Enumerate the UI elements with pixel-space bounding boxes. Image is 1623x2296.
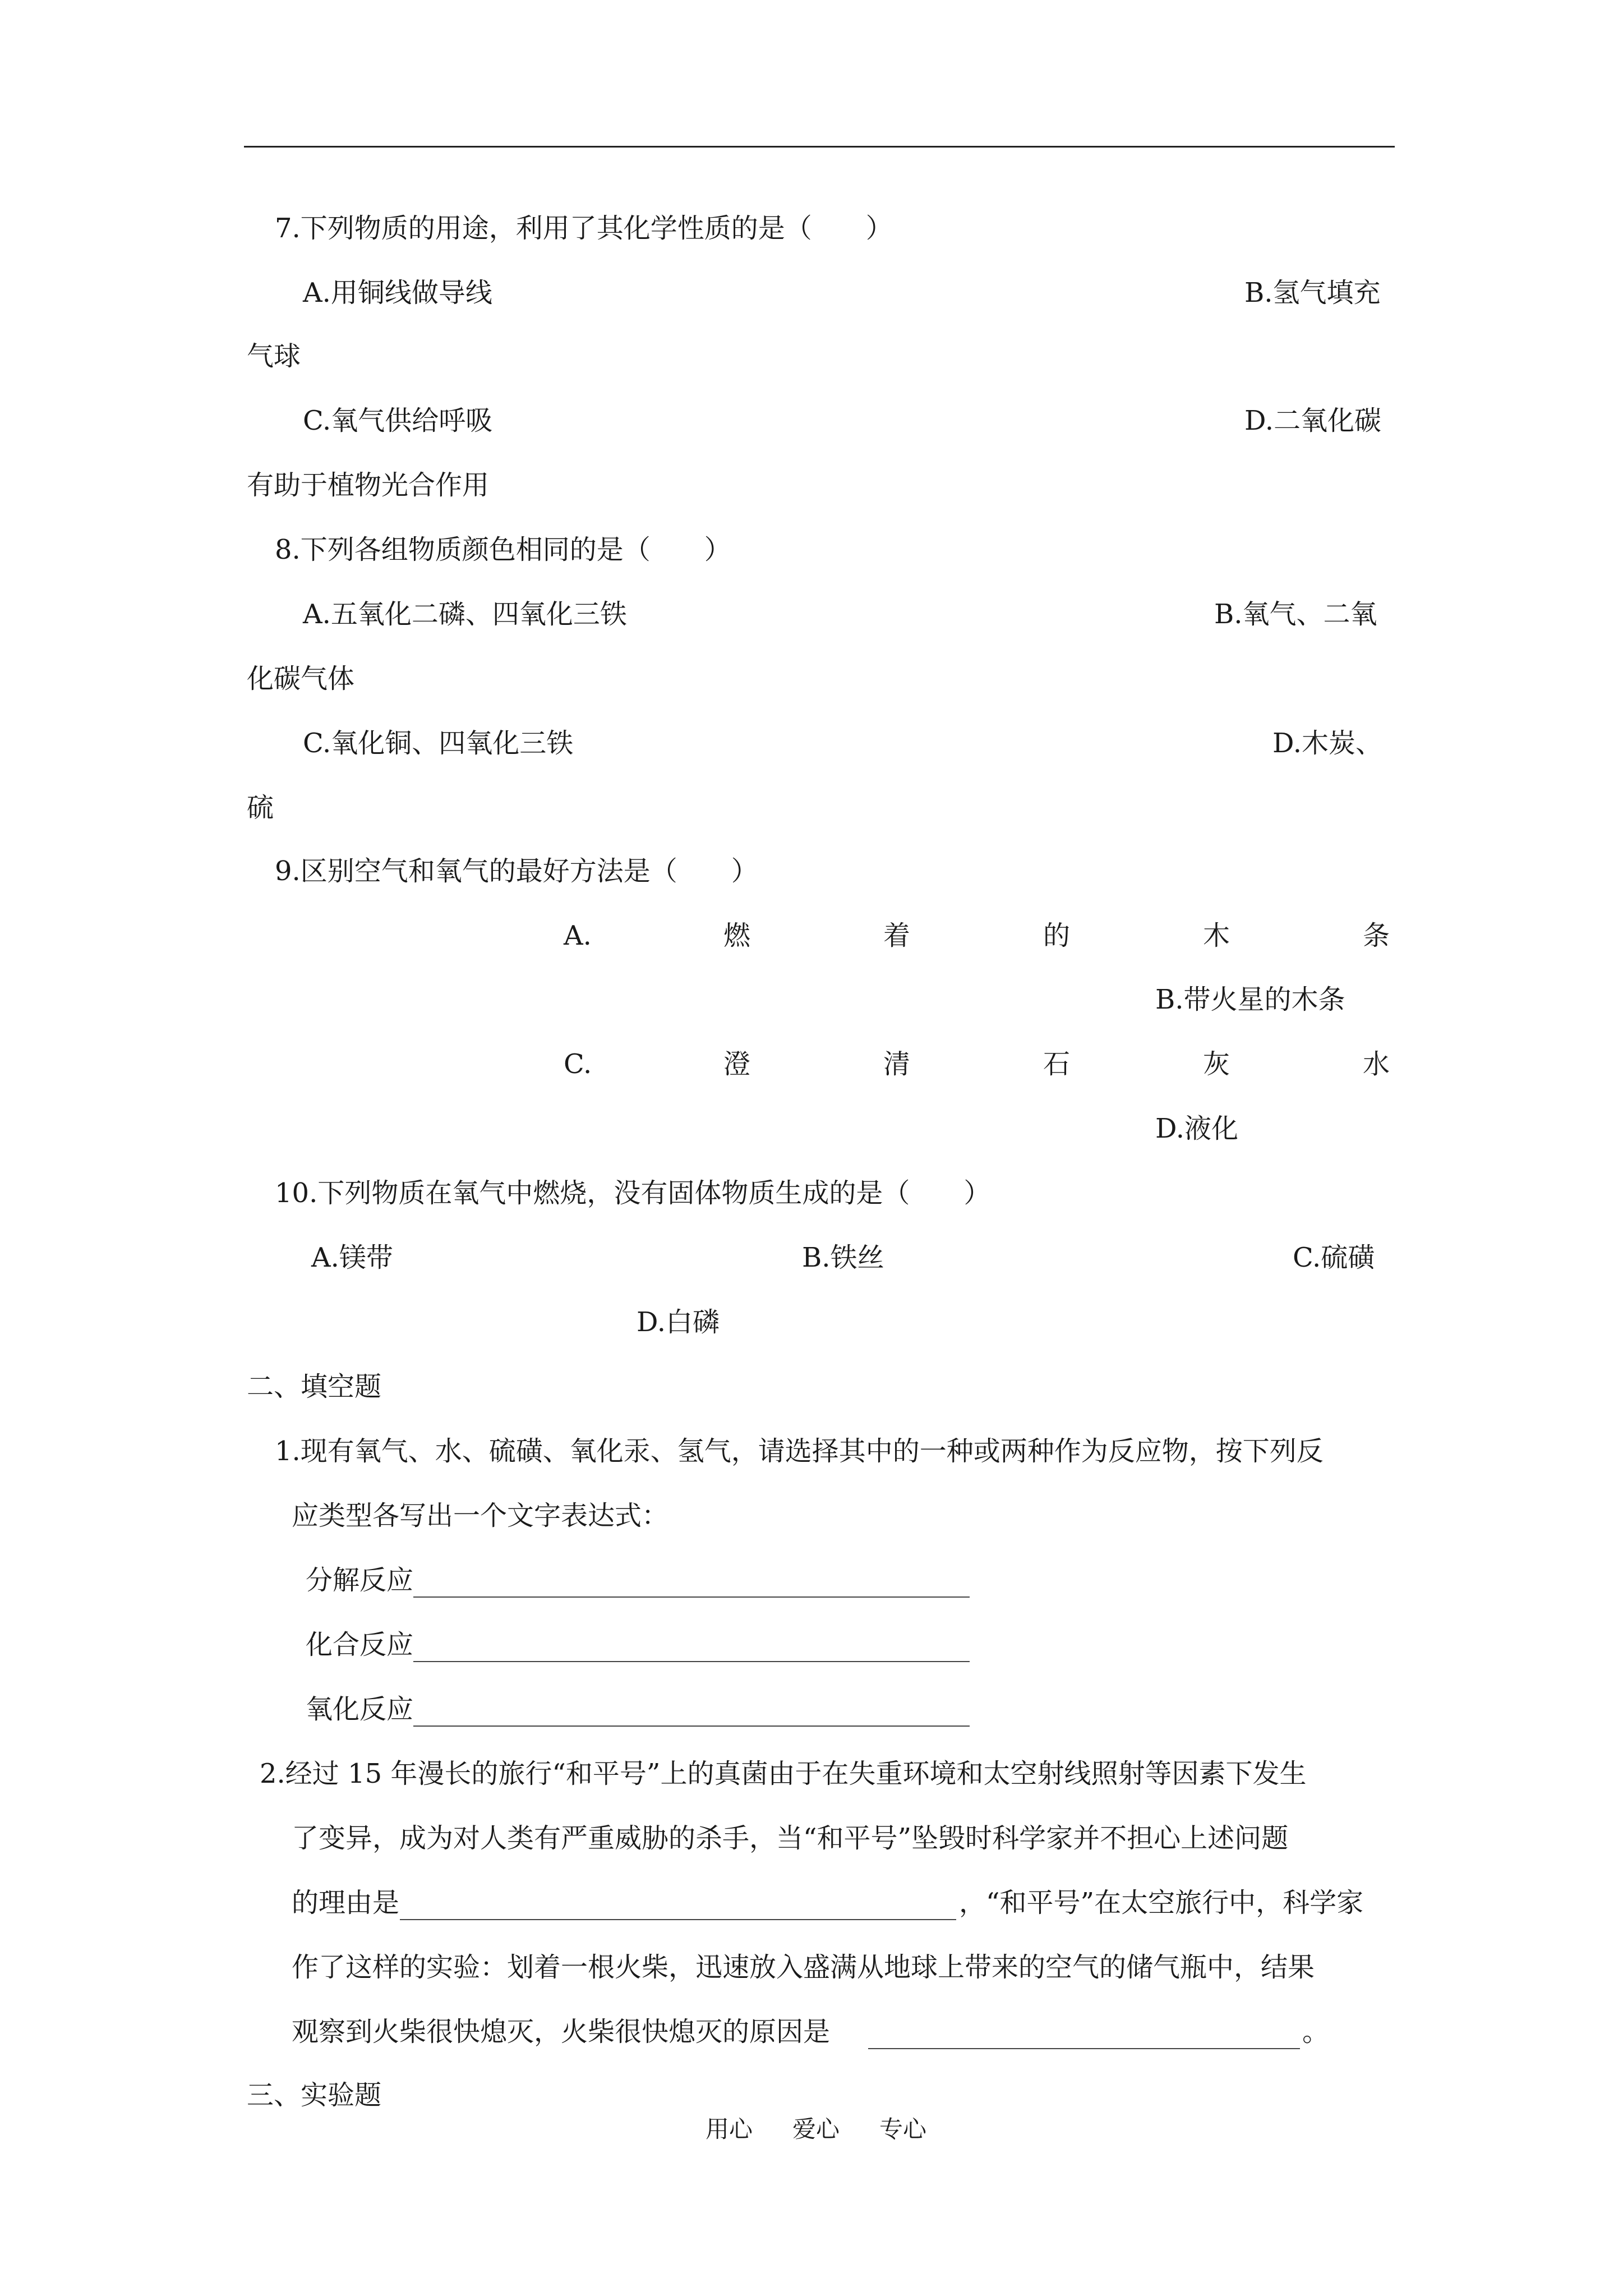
q9-option-a-char: 燃 [723,920,751,951]
footer-word: 用心 [706,2115,753,2143]
q9-option-c-char: 灰 [1203,1048,1230,1080]
q9-option-a-char: 木 [1203,920,1230,951]
q9-option-c-char: C. [564,1048,592,1080]
header-rule [244,146,1395,148]
problem-2-line-5-end: 。 [1302,2016,1330,2047]
q10-option-a: A.镁带 [311,1242,393,1273]
q9-option-b: B.带火星的木条 [1155,984,1345,1015]
q7-option-d: D.二氧化碳 [1244,405,1382,436]
reason-answer-blank[interactable] [400,1919,956,1920]
q10-option-c: C.硫磺 [1293,1242,1375,1273]
q9-option-a-char: 着 [883,920,911,951]
decomposition-answer-blank[interactable] [413,1596,970,1598]
q8-option-b: B.氧气、二氧 [1214,599,1377,630]
footer-word: 专心 [879,2115,927,2143]
q9-option-a-char: 的 [1043,920,1071,951]
problem-2-line-3-start: 的理由是 [292,1887,400,1918]
problem-1-line-1: 1.现有氧气、水、硫磺、氧化汞、氢气，请选择其中的一种或两种作为反应物，按下列反 [275,1435,1324,1467]
q8-option-d: D.木炭、 [1272,728,1383,759]
q9-stem: 9.区别空气和氧气的最好方法是（ ） [275,855,758,887]
q9-option-c-char: 石 [1043,1048,1071,1080]
combination-label: 化合反应 [306,1629,414,1660]
q9-option-d: D.液化 [1155,1113,1239,1144]
section-heading-fill-blank: 二、填空题 [247,1371,382,1402]
section-heading-experiment: 三、实验题 [247,2079,382,2111]
combination-answer-blank[interactable] [413,1661,970,1662]
q9-option-c-char: 澄 [723,1048,751,1080]
q9-option-c-char: 水 [1363,1048,1390,1080]
q7-option-c: C.氧气供给呼吸 [303,405,493,436]
decomposition-label: 分解反应 [306,1565,414,1596]
q7-option-b: B.氢气填充 [1244,277,1381,309]
problem-2-line-2: 了变异，成为对人类有严重威胁的杀手，当“和平号”坠毁时科学家并不担心上述问题 [292,1823,1289,1854]
q8-option-d-cont: 硫 [247,792,274,823]
q8-option-a: A.五氧化二磷、四氧化三铁 [303,599,627,630]
q8-option-c: C.氧化铜、四氧化三铁 [303,728,574,759]
q9-option-a-char: A. [564,920,592,951]
footer-word: 爱心 [792,2115,840,2143]
problem-1-line-2: 应类型各写出一个文字表达式： [292,1500,669,1531]
q10-stem: 10.下列物质在氧气中燃烧，没有固体物质生成的是（ ） [275,1177,991,1209]
q9-option-c-char: 清 [883,1048,911,1080]
q7-option-d-cont: 有助于植物光合作用 [247,470,490,501]
q10-option-d: D.白磷 [637,1306,720,1338]
q10-option-b: B.铁丝 [802,1242,884,1273]
problem-2-line-5-start: 观察到火柴很快熄灭，火柴很快熄灭的原因是 [292,2016,831,2047]
q9-option-a-char: 条 [1363,920,1390,951]
q8-option-b-cont: 化碳气体 [247,663,355,694]
extinguish-reason-answer-blank[interactable] [868,2048,1300,2049]
problem-2-line-1: 2.经过 15 年漫长的旅行“和平号”上的真菌由于在失重环境和太空射线照射等因素下发生 [260,1758,1307,1789]
q8-stem: 8.下列各组物质颜色相同的是（ ） [275,534,731,565]
oxidation-label: 氧化反应 [306,1694,414,1725]
problem-2-line-3-end: ，“和平号”在太空旅行中，科学家 [959,1887,1364,1918]
q7-option-b-cont: 气球 [247,341,301,372]
q7-stem: 7.下列物质的用途，利用了其化学性质的是（ ） [275,213,893,244]
problem-2-line-4: 作了这样的实验：划着一根火柴，迅速放入盛满从地球上带来的空气的储气瓶中，结果 [292,1952,1315,1983]
oxidation-answer-blank[interactable] [413,1726,970,1727]
q7-option-a: A.用铜线做导线 [303,277,492,309]
